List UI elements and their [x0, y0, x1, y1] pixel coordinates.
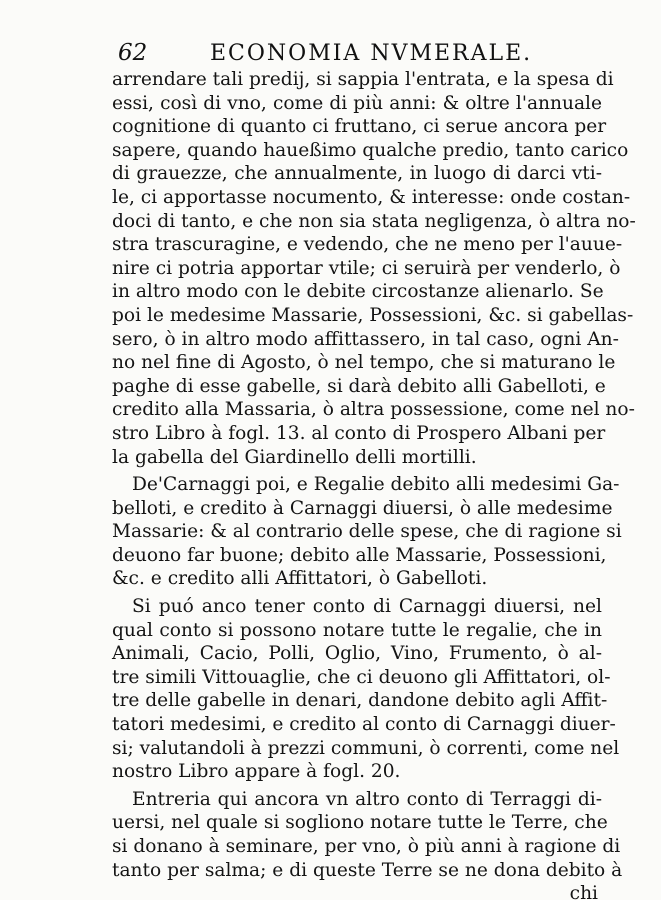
- text-line: De'Carnaggi poi, e Regalie debito alli medesimi Ga-: [132, 474, 620, 496]
- text-line: in altro modo con le debite circostanze alienarlo. Se: [112, 281, 604, 303]
- running-head: ECONOMIA NVMERALE.: [210, 41, 533, 66]
- text-line: Entreria qui ancora vn altro conto di Terraggi di-: [132, 788, 602, 810]
- text-line: sero, ò in altro modo affittassero, in tal caso, ogni An-: [112, 328, 619, 350]
- page-header: [118, 40, 618, 70]
- text-line: essi, così di vno, come di più anni: & oltre l'annuale: [112, 92, 602, 114]
- text-line: qual conto si possono notare tutte le regalie, che in: [112, 619, 602, 641]
- text-line: poi le medesime Massarie, Possessioni, &c. si gabellas-: [112, 304, 634, 326]
- text-line: stro Libro à fogl. 13. al conto di Prospero Albani per: [112, 422, 606, 444]
- paragraph-2: [112, 473, 622, 591]
- text-line: nire ci potria apportar vtile; ci seruirà per venderlo, ò: [112, 257, 621, 279]
- text-line: nostro Libro appare à fogl. 20.: [112, 761, 401, 783]
- text-line: stra trascuragine, e vedendo, che ne meno per l'auue-: [112, 234, 623, 256]
- catchword: chi: [569, 883, 598, 905]
- page-number: 62: [118, 40, 148, 66]
- paragraph-1: [112, 68, 636, 469]
- text-line: tre simili Vittouaglie, che ci deuono gli Affittatori, ol-: [112, 666, 611, 688]
- text-line: uersi, nel quale si sogliono notare tutte le Terre, che: [112, 812, 608, 834]
- text-line: &c. e credito alli Affittatori, ò Gabelloti.: [112, 568, 488, 590]
- text-line: doci di tanto, e che non sia stata negligenza, ò altra no-: [112, 210, 636, 232]
- text-line: si; valutandoli à prezzi communi, ò correnti, come nel: [112, 737, 620, 759]
- paragraph-3: [112, 595, 620, 784]
- text-line: Si puó anco tener conto di Carnaggi diuersi, nel: [132, 596, 602, 618]
- text-line: cognitione di quanto ci fruttano, ci serue ancora per: [112, 116, 607, 138]
- text-line: tre delle gabelle in denari, dandone debito agli Affit-: [112, 690, 608, 712]
- text-line: tanto per salma; e di queste Terre se ne dona debito à: [112, 859, 623, 881]
- paragraph-4: [112, 788, 623, 906]
- text-line: paghe di esse gabelle, si darà debito alli Gabelloti, e: [112, 375, 606, 397]
- text-line: si donano à seminare, per vno, ò più anni à ragione di: [112, 836, 621, 857]
- text-line: la gabella del Giardinello delli mortilli.: [112, 446, 477, 468]
- text-line: arrendare tali predij, si sappia l'entrata, e la spesa di: [112, 69, 614, 90]
- text-line: deuono far buone; debito alle Massarie, Possessioni,: [112, 544, 607, 566]
- text-line: di grauezze, che annualmente, in luogo di darci vti-: [112, 163, 602, 185]
- text-line: credito alla Massaria, ò altra possessione, come nel no-: [112, 399, 635, 421]
- text-line: tatori medesimi, e credito al conto di Carnaggi diuer-: [112, 714, 616, 736]
- text-line: sapere, quando haueßimo qualche predio, tanto carico: [112, 139, 629, 161]
- text-line: Animali, Cacio, Polli, Oglio, Vino, Frumento, ò al-: [112, 643, 602, 665]
- text-line: le, ci apportasse nocumento, & interesse: onde costan-: [112, 186, 631, 208]
- text-line: no nel fine di Agosto, ò nel tempo, che si maturano le: [112, 352, 616, 374]
- text-line: belloti, e credito à Carnaggi diuersi, ò alle medesime: [112, 497, 613, 519]
- text-line: Massarie: & al contrario delle spese, che di ragione si: [112, 521, 622, 543]
- body-text: [112, 68, 636, 910]
